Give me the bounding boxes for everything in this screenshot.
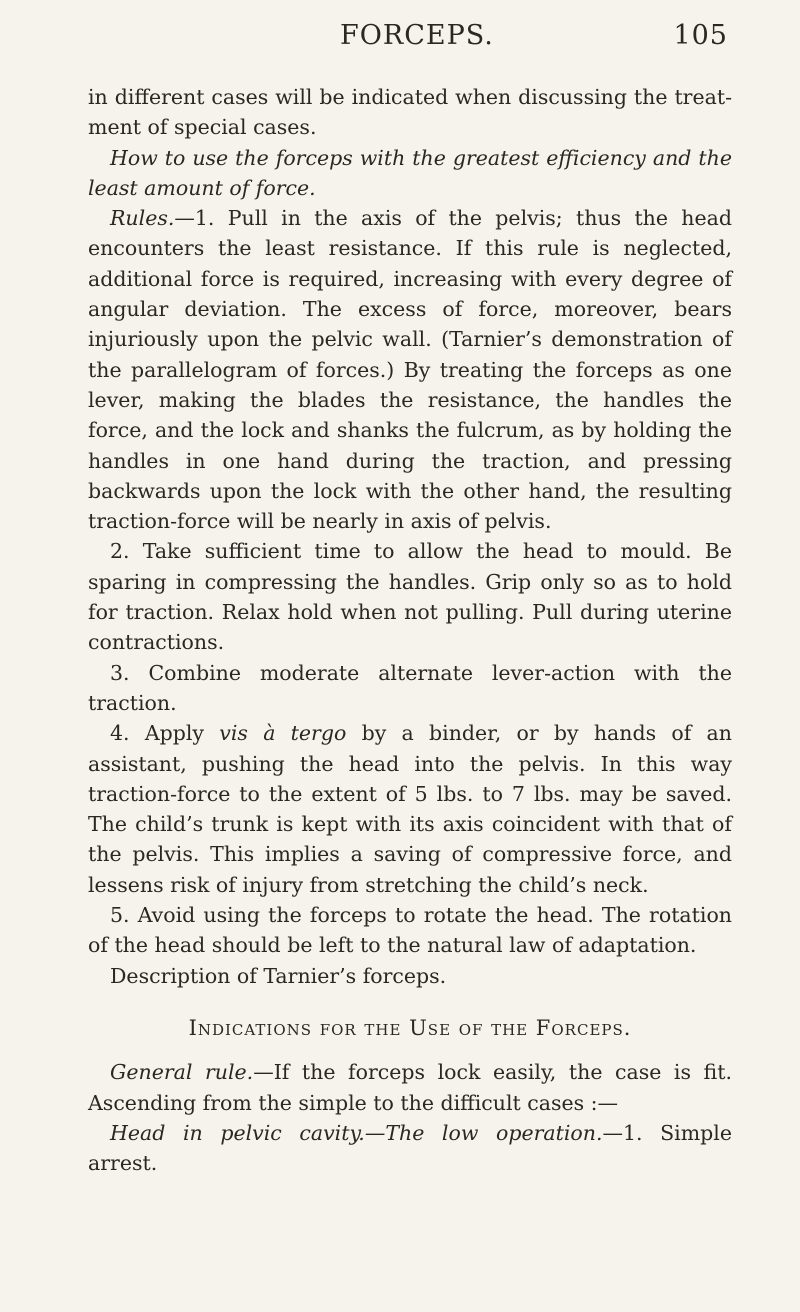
rule-4-italic: vis à tergo [219, 721, 347, 746]
paragraph-rule-1 [88, 203, 732, 536]
rule-1-text: —1. Pull in the axis of the pelvis; thus the head encounters the least resistance. If this rule is neglected, additional force is required, increasing with every degree of angular deviation. The excess of force, moreover, bears injuriously upon the pelvic wall. (Tarnier’s demonstration of the parallelogram of forces.) By treating the forceps as one lever, making the blades the resistance, the handles the force, and the lock and shanks the fulcrum, as by holding the handles in one hand during the traction, and pressing backwards upon the lock with the other hand, the resulting traction-force will be nearly in axis of pelvis. [88, 206, 732, 534]
section-heading: Indications for the Use of the Forceps. [188, 1015, 632, 1040]
paragraph-subtitle [88, 143, 732, 204]
general-rule-label: General rule. [110, 1060, 254, 1085]
rule-4-after: by a binder, or by hands of an assistant, pushing the head into the pelvis. In this way traction-force to the extent of 5 lbs. to 7 lbs. may be saved. The child’s trunk is kept with its axis coincident with that of the pelvis. This implies a saving of compressive force, and lessens risk of injury from stretching the child’s neck. [88, 721, 732, 897]
paragraph-continuation: in different cases will be indicated when discussing the treat-ment of special cases. [88, 85, 732, 140]
simple-arrest-text: —1. Simple arrest. [88, 1120, 732, 1176]
paragraph-general-rule [88, 1057, 732, 1118]
paragraph-rule-2: 2. Take sufficient time to allow the head to mould. Be sparing in compressing the handles. Grip only so as to hold for traction. Relax hold when not pulling. Pull during uterine contractions. [88, 539, 732, 655]
body-text [88, 82, 732, 1178]
paragraph-rule-3: 3. Combine moderate alternate lever-action with the traction. [88, 660, 732, 715]
paragraph-rule-4 [88, 718, 732, 900]
rule-4-before: 4. Apply [110, 721, 205, 746]
running-head [88, 20, 728, 60]
page-number: 105 [673, 20, 728, 51]
general-rule-text: —If the forceps lock easily, the case is fit. Ascending from the simple to the difficult cases :— [88, 1060, 732, 1115]
paragraph-head-in-pelvic-cavity [88, 1118, 732, 1179]
paragraph-description: Description of Tarnier’s forceps. [110, 963, 447, 988]
head-in-pelvic-cavity-italic: Head in pelvic cavity.—The low operation. [110, 1120, 603, 1145]
running-title: FORCEPS. [340, 20, 494, 51]
paragraph-rule-5: 5. Avoid using the forceps to rotate the head. The rotation of the head should be left to the natural law of adaptation. [88, 903, 732, 958]
italic-subtitle: How to use the forceps with the greatest efficiency and the least amount of force. [88, 145, 732, 200]
rules-label: Rules. [110, 206, 175, 231]
